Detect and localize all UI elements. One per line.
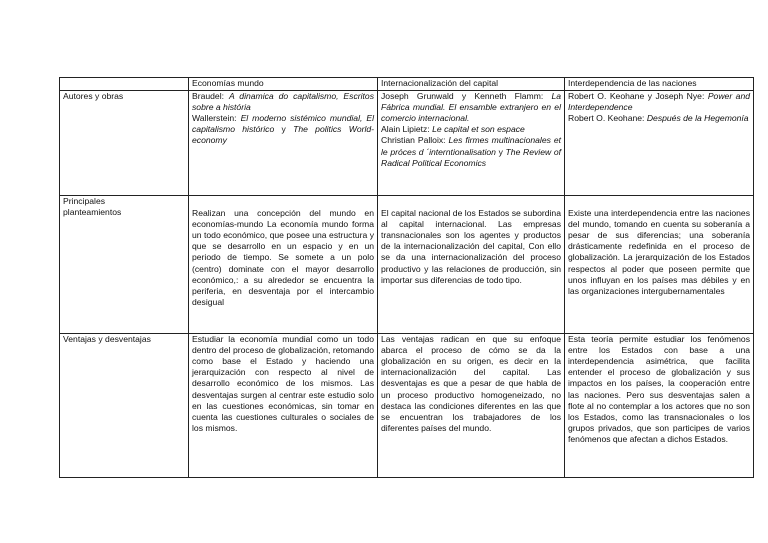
header-economias-mundo: Economías mundo <box>189 78 378 91</box>
conjunction: y <box>274 124 294 135</box>
cell-ventajas-internacionalizacion: Las ventajas radican en que su enfoque abarca el proceso de cómo se da la globalización en su origen, es decir en la internacionalización del capital. Las desventajas es que a pesar de que habla de un proceso productivo homogeneizado, no destaca las condiciones diferentes en las que se encuentran los trabajadores de los diferentes países del mundo. <box>378 334 565 478</box>
conjunction: y <box>495 146 506 157</box>
works-wallerstein: El moderno sistémico mundial, El capitalismo histórico <box>192 113 374 135</box>
header-interdependencia: Interdependencia de las naciones <box>565 78 754 91</box>
cell-autores-interdependencia <box>565 91 754 196</box>
header-cell-empty <box>60 78 189 91</box>
author-lipietz: Alain Lipietz: <box>381 124 433 135</box>
author-grunwald-flamm: Joseph Grunwald y Kenneth Flamm: <box>381 91 552 102</box>
row-principales <box>60 196 754 334</box>
row-autores <box>60 91 754 196</box>
works-wallerstein-2: The politics World-economy <box>192 124 375 146</box>
works-keohane-nye: Power and Interdependence <box>568 91 751 113</box>
works-braudel: A dinamica do capitalismo, Escritos sobre a história <box>192 91 374 113</box>
author-keohane: Robert O. Keohane: <box>568 113 647 124</box>
row-label-line-1: Principales <box>63 196 106 207</box>
author-palloix: Christian Palloix: <box>381 135 449 146</box>
cell-autores-economias <box>189 91 378 196</box>
header-internacionalizacion: Internacionalización del capital <box>378 78 565 91</box>
row-label-autores: Autores y obras <box>60 91 189 196</box>
works-grunwald-flamm: La Fábrica mundial. El ensamble extranjero en el comercio internacional. <box>381 91 561 124</box>
cell-ventajas-interdependencia: Esta teoría permite estudiar los fenómenos entre los Estados con base a una interdependencia asimétrica, que facilita entender el proceso de globalización y sus impactos en los países, la cooperación entre las naciones. Pero sus desventajas salen a flote al no contemplar a los actores que no son los Estados, como las transnacionales o los grupos privados, que son participes de varios fenómenos que afectan a dichos Estados. <box>565 334 754 478</box>
row-label-principales <box>60 196 189 334</box>
works-keohane: Después de la Hegemonía <box>646 113 749 124</box>
works-palloix: Les firmes multinacionales et le próces d ´interntionalisation <box>381 135 562 157</box>
works-lipietz: Le capital et son espace <box>432 124 525 135</box>
row-label-ventajas: Ventajas y desventajas <box>60 334 189 478</box>
cell-ventajas-economias: Estudiar la economía mundial como un todo dentro del proceso de globalización, retomando como base el Estado y haciendo una jerarquización con respecto al nivel de desarrollo económico de los mismos. Las desventajas surgen al centrar este estudio solo en las cuestiones económicas, sin tomar en cuenta las cuestiones culturales o sociales de los mismos. <box>189 334 378 478</box>
author-braudel: Braudel: <box>192 91 229 102</box>
row-ventajas <box>60 334 754 478</box>
cell-principales-internacionalizacion: El capital nacional de los Estados se subordina al capital internacional. Las empresas transnacionales son los agentes y productos de la internacionalización del capital, Con ello se da una internacionalización del proceso productivo y las relaciones de producción, sin importar sus diferencias de todo tipo. <box>378 196 565 334</box>
author-wallerstein: Wallerstein: <box>192 113 241 124</box>
comparison-table <box>59 77 754 478</box>
cell-principales-economias: Realizan una concepción del mundo en economías-mundo La economía mundo forma un todo económico, que posee una estructura y que se desarrollo en un espacio y en un periodo de tiempo. Se somete a un polo (centro) dominate con el mayor desarrollo económico,: a su alrededor se encuentra la periferia, en desventaja por el intercambio desigual <box>189 196 378 334</box>
header-row <box>60 78 754 91</box>
works-palloix-2: The Review of Radical Political Economics <box>381 146 561 168</box>
row-label-line-2: planteamientos <box>63 207 122 218</box>
cell-principales-interdependencia: Existe una interdependencia entre las naciones del mundo, tomando en cuenta su soberanía a pesar de sus diferencias; una soberanía drásticamente redefinida en el proceso de globalización. La jerarquización de los Estados respectos al poder que poseen permite que unos influyan en los países mas débiles y en las organizaciones intergubernamentales <box>565 196 754 334</box>
cell-autores-internacionalizacion <box>378 91 565 196</box>
author-keohane-nye: Robert O. Keohane y Joseph Nye: <box>568 91 708 102</box>
